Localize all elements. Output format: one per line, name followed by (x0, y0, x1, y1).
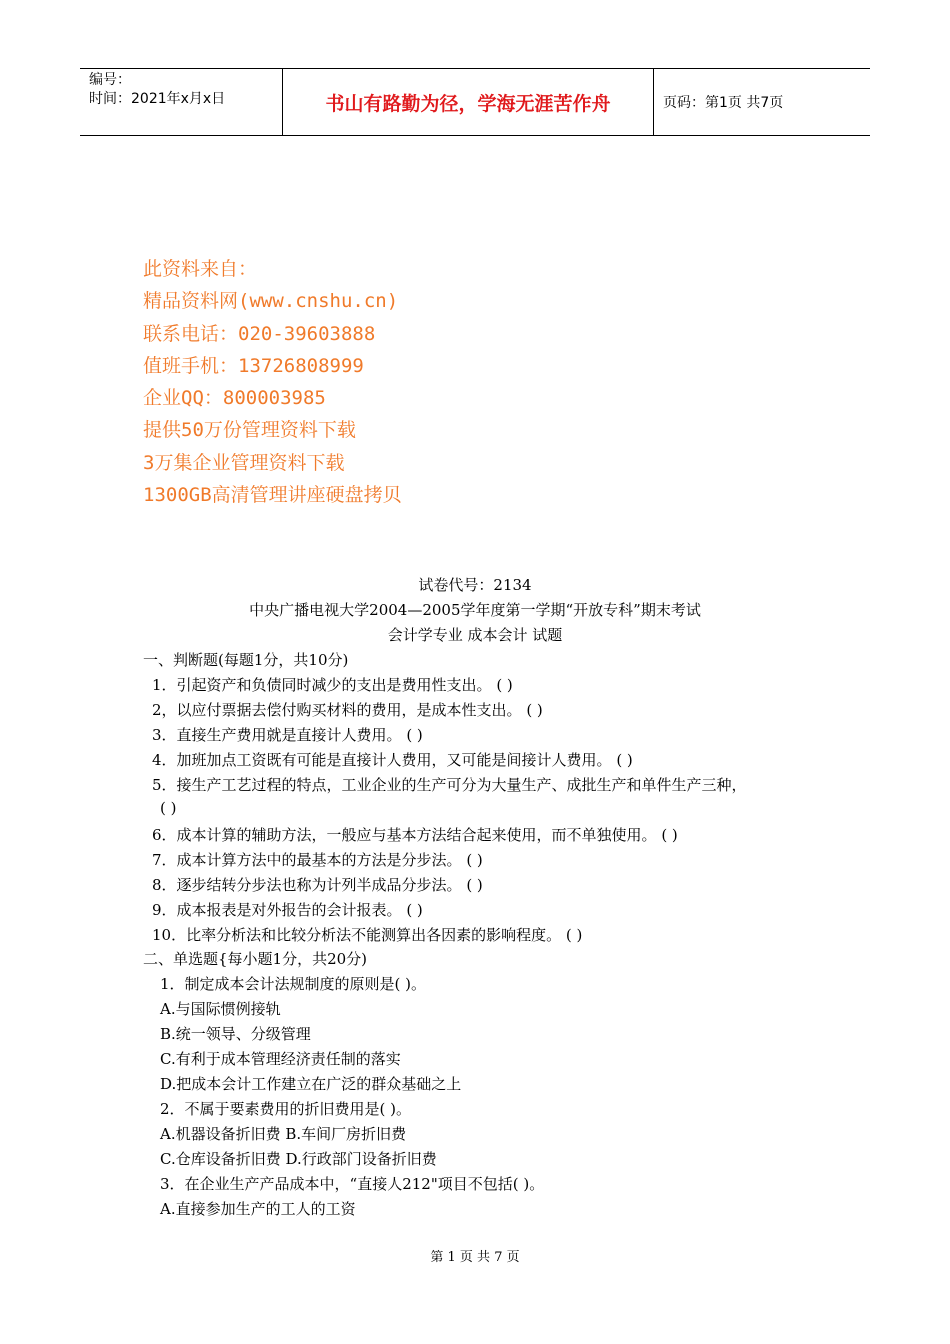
promo-line: 3万集企业管理资料下载 (143, 451, 345, 474)
option-item: D.把成本会计工作建立在广泛的群众基础之上 (160, 1075, 462, 1093)
question-item: 1．引起资产和负债同时减少的支出是费用性支出。 ( ) (152, 676, 513, 694)
section-heading: 二、单选题{每小题1分，共20分) (143, 950, 368, 968)
promo-line: 联系电话：020-39603888 (143, 322, 376, 345)
question-item: 5．接生产工艺过程的特点，工业企业的生产可分为大量生产、成批生产和单件生产三种， (152, 776, 747, 794)
question-item: 2，以应付票据去偿付购买材料的费用，是成本性支出。 ( ) (152, 701, 543, 719)
question-item: 1．制定成本会计法规制度的原则是( )。 (160, 975, 427, 993)
question-item: ( ) (160, 799, 177, 817)
question-item: 4．加班加点工资既有可能是直接计人费用，又可能是间接计人费用。 ( ) (152, 751, 633, 769)
promo-line: 精品资料网(www.cnshu.cn) (143, 290, 399, 313)
document-header (80, 68, 870, 136)
option-item: A.直接参加生产的工人的工资 (160, 1200, 356, 1218)
question-item: 3．直接生产费用就是直接计人费用。 ( ) (152, 726, 423, 744)
question-item: 2．不属于要素费用的折旧费用是( )。 (160, 1100, 412, 1118)
question-item: 10．比率分析法和比较分析法不能测算出各因素的影响程度。 ( ) (152, 926, 583, 944)
promo-line: 1300GB高清管理讲座硬盘拷贝 (143, 484, 402, 507)
header-motto: 书山有路勤为径，学海无涯苦作舟 (282, 69, 654, 135)
exam-subtitle: 会计学专业 成本会计 试题 (387, 626, 563, 644)
question-item: 9．成本报表是对外报告的会计报表。 ( ) (152, 901, 423, 919)
promo-line: 此资料来自： (143, 258, 258, 280)
option-item: C.仓库设备折旧费 D.行政部门设备折旧费 (160, 1150, 437, 1168)
question-item: 6．成本计算的辅助方法，一般应与基本方法结合起来使用，而不单独使用。 ( ) (152, 826, 678, 844)
question-item: 8．逐步结转分步法也称为计列半成品分步法。 ( ) (152, 876, 483, 894)
promo-block (143, 253, 402, 511)
exam-title: 中央广播电视大学2004—2005学年度第一学期“开放专科”期末考试 (249, 601, 701, 619)
time-label: 时间：2021年x月x日 (89, 91, 226, 107)
option-item: B.统一领导、分级管理 (160, 1025, 311, 1043)
question-item: 3．在企业生产产品成本中，“直接人212"项目不包括( )。 (160, 1175, 545, 1193)
option-item: A.机器设备折旧费 B.车间厂房折旧费 (160, 1125, 407, 1143)
option-item: A.与国际惯例接轨 (160, 1000, 281, 1018)
promo-line: 企业QQ：800003985 (143, 387, 326, 410)
promo-line: 提供50万份管理资料下载 (143, 419, 356, 442)
option-item: C.有利于成本管理经济责任制的落实 (160, 1050, 401, 1068)
number-label: 编号： (89, 72, 131, 88)
section-heading: 一、判断题(每题1分，共10分) (143, 651, 349, 669)
promo-line: 值班手机：13726808999 (143, 354, 364, 377)
header-page-label: 页码：第1页 共7页 (663, 95, 784, 111)
exam-code: 试卷代号：2134 (418, 576, 532, 594)
question-item: 7．成本计算方法中的最基本的方法是分步法。 ( ) (152, 851, 483, 869)
page-footer: 第 1 页 共 7 页 (430, 1250, 520, 1265)
header-meta (80, 69, 282, 135)
